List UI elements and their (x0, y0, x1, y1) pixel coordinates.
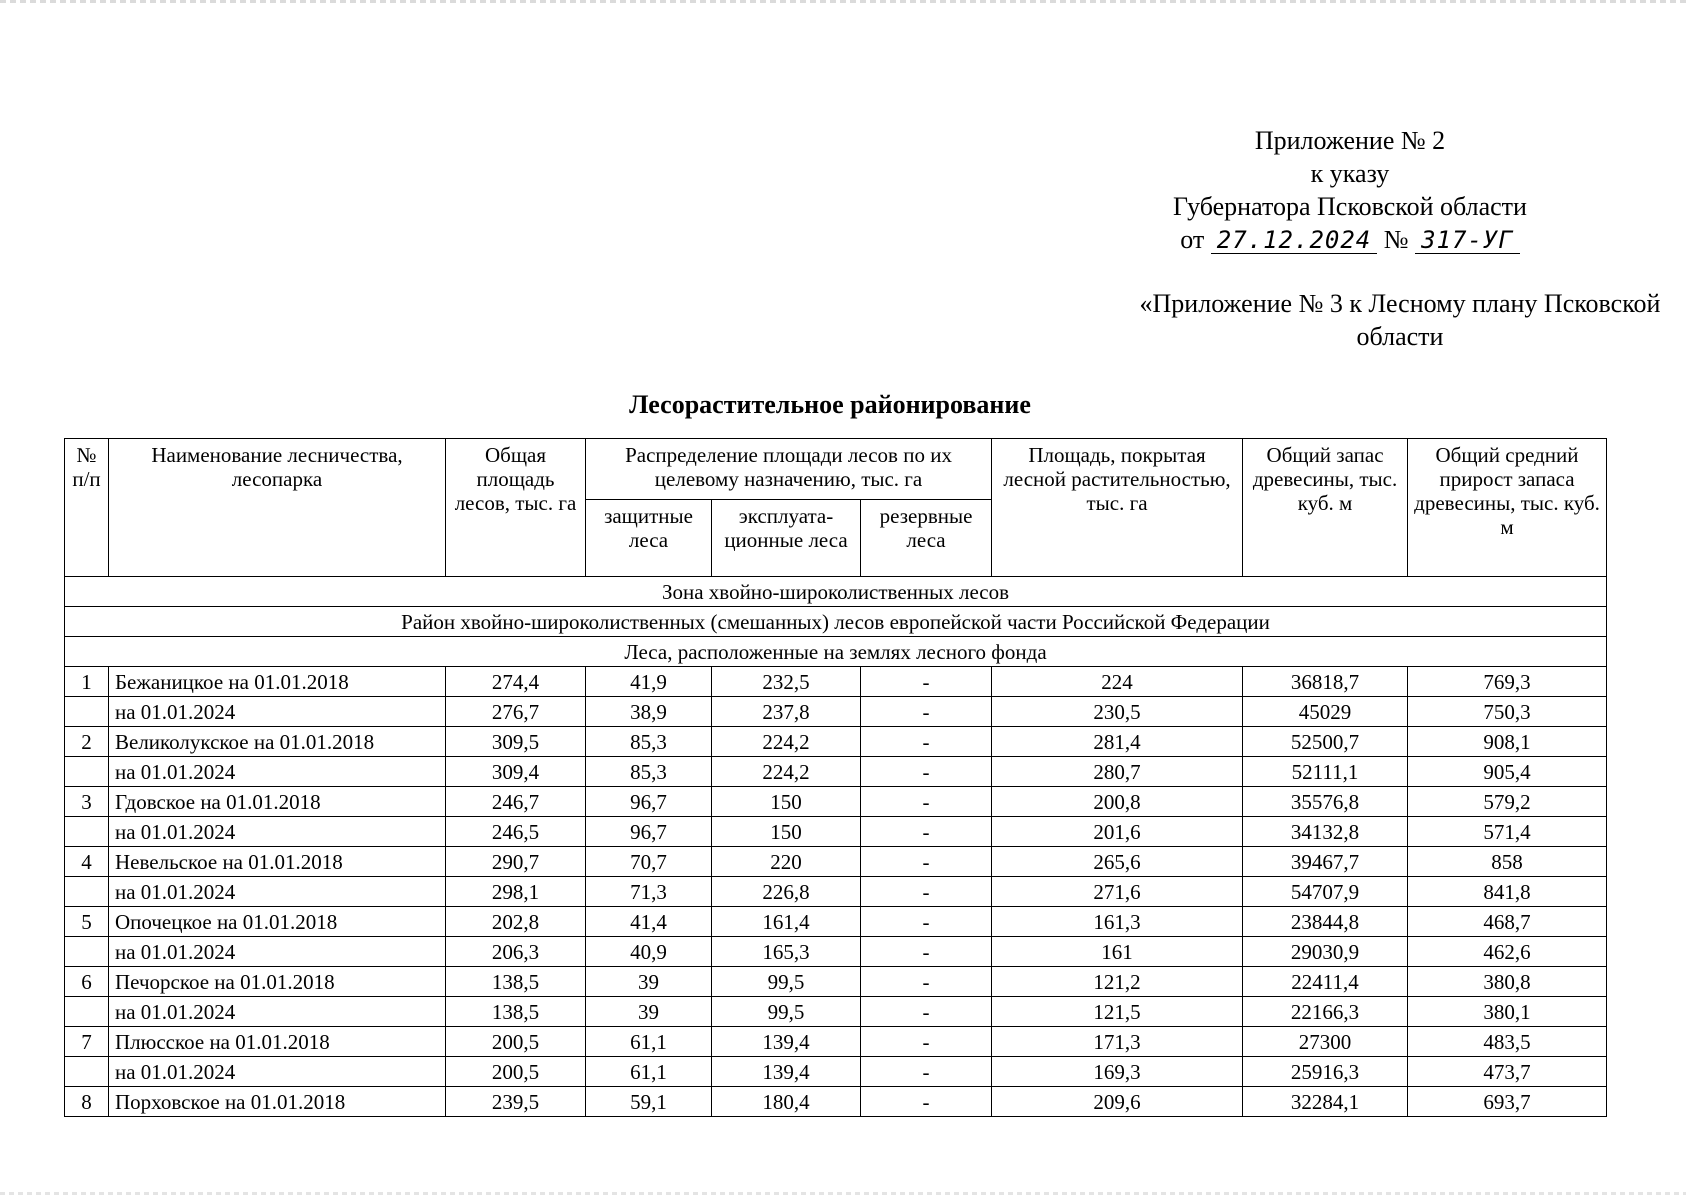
cell-num (65, 997, 109, 1027)
table-row (65, 757, 1607, 787)
cell-protective: 85,3 (586, 727, 712, 757)
cell-num (65, 757, 109, 787)
cell-exploitation: 150 (712, 787, 861, 817)
date-prefix: от (1180, 225, 1205, 254)
cell-num: 2 (65, 727, 109, 757)
cell-avg-growth: 468,7 (1408, 907, 1607, 937)
cell-reserve: - (861, 667, 992, 697)
cell-reserve: - (861, 817, 992, 847)
inner-appendix-line-2: к Лесному плану Псковской области (1349, 289, 1661, 351)
table-row (65, 1057, 1607, 1087)
cell-covered-area: 121,2 (992, 967, 1243, 997)
cell-reserve: - (861, 907, 992, 937)
table-row (65, 997, 1607, 1027)
cell-protective: 59,1 (586, 1087, 712, 1117)
cell-covered-area: 271,6 (992, 877, 1243, 907)
cell-num: 8 (65, 1087, 109, 1117)
cell-name: Гдовское на 01.01.2018 (109, 787, 446, 817)
header-covered-area: Площадь, покрытая лесной растительностью, тыс. га (992, 439, 1243, 577)
cell-protective: 96,7 (586, 787, 712, 817)
cell-total-area: 138,5 (446, 997, 586, 1027)
cell-name: Опочецкое на 01.01.2018 (109, 907, 446, 937)
cell-avg-growth: 483,5 (1408, 1027, 1607, 1057)
cell-avg-growth: 858 (1408, 847, 1607, 877)
cell-wood-stock: 22411,4 (1243, 967, 1408, 997)
appendix-date-line (1100, 223, 1600, 256)
cell-exploitation: 99,5 (712, 997, 861, 1027)
cell-num: 1 (65, 667, 109, 697)
table-row (65, 817, 1607, 847)
cell-exploitation: 224,2 (712, 727, 861, 757)
cell-wood-stock: 25916,3 (1243, 1057, 1408, 1087)
cell-avg-growth: 905,4 (1408, 757, 1607, 787)
cell-wood-stock: 29030,9 (1243, 937, 1408, 967)
cell-name: Великолукское на 01.01.2018 (109, 727, 446, 757)
cell-reserve: - (861, 757, 992, 787)
table-row (65, 1027, 1607, 1057)
cell-exploitation: 139,4 (712, 1027, 861, 1057)
document-title: Лесорастительное районирование (629, 390, 1031, 419)
cell-protective: 39 (586, 997, 712, 1027)
cell-protective: 41,4 (586, 907, 712, 937)
cell-covered-area: 161 (992, 937, 1243, 967)
cell-name: Плюсское на 01.01.2018 (109, 1027, 446, 1057)
cell-total-area: 206,3 (446, 937, 586, 967)
cell-exploitation: 165,3 (712, 937, 861, 967)
inner-appendix-header (1100, 287, 1686, 353)
cell-total-area: 239,5 (446, 1087, 586, 1117)
header-total-area: Общая площадь лесов, тыс. га (446, 439, 586, 577)
cell-total-area: 276,7 (446, 697, 586, 727)
cell-name: на 01.01.2024 (109, 937, 446, 967)
cell-avg-growth: 693,7 (1408, 1087, 1607, 1117)
cell-exploitation: 99,5 (712, 967, 861, 997)
cell-reserve: - (861, 1087, 992, 1117)
cell-name: Невельское на 01.01.2018 (109, 847, 446, 877)
table-row (65, 847, 1607, 877)
header-name: Наименование лесничества, лесопарка (109, 439, 446, 577)
cell-total-area: 200,5 (446, 1057, 586, 1087)
cell-total-area: 138,5 (446, 967, 586, 997)
cell-name: Печорское на 01.01.2018 (109, 967, 446, 997)
table-row (65, 727, 1607, 757)
cell-avg-growth: 841,8 (1408, 877, 1607, 907)
header-num: № п/п (65, 439, 109, 577)
cell-wood-stock: 36818,7 (1243, 667, 1408, 697)
cell-exploitation: 180,4 (712, 1087, 861, 1117)
cell-avg-growth: 571,4 (1408, 817, 1607, 847)
cell-covered-area: 169,3 (992, 1057, 1243, 1087)
cell-exploitation: 224,2 (712, 757, 861, 787)
scan-edge-bottom (0, 1192, 1686, 1195)
cell-wood-stock: 54707,9 (1243, 877, 1408, 907)
header-exploitation: эксплуата-ционные леса (712, 500, 861, 577)
cell-reserve: - (861, 997, 992, 1027)
cell-protective: 40,9 (586, 937, 712, 967)
cell-name: Бежаницкое на 01.01.2018 (109, 667, 446, 697)
cell-covered-area: 230,5 (992, 697, 1243, 727)
cell-wood-stock: 23844,8 (1243, 907, 1408, 937)
cell-reserve: - (861, 697, 992, 727)
cell-total-area: 200,5 (446, 1027, 586, 1057)
cell-num (65, 877, 109, 907)
cell-reserve: - (861, 877, 992, 907)
cell-exploitation: 237,8 (712, 697, 861, 727)
cell-avg-growth: 380,8 (1408, 967, 1607, 997)
cell-protective: 39 (586, 967, 712, 997)
cell-name: на 01.01.2024 (109, 817, 446, 847)
cell-reserve: - (861, 937, 992, 967)
cell-wood-stock: 27300 (1243, 1027, 1408, 1057)
cell-num (65, 697, 109, 727)
table-row (65, 697, 1607, 727)
cell-name: на 01.01.2024 (109, 877, 446, 907)
table-row (65, 667, 1607, 697)
section-district: Район хвойно-широколиственных (смешанных) лесов европейской части Российской Федерации (65, 607, 1607, 637)
cell-wood-stock: 32284,1 (1243, 1087, 1408, 1117)
cell-avg-growth: 579,2 (1408, 787, 1607, 817)
cell-avg-growth: 462,6 (1408, 937, 1607, 967)
handwritten-date: 27.12.2024 (1211, 227, 1378, 254)
number-sign: № (1383, 225, 1409, 254)
table-row (65, 967, 1607, 997)
cell-reserve: - (861, 727, 992, 757)
cell-protective: 38,9 (586, 697, 712, 727)
cell-total-area: 290,7 (446, 847, 586, 877)
cell-covered-area: 121,5 (992, 997, 1243, 1027)
cell-covered-area: 224 (992, 667, 1243, 697)
section-zone: Зона хвойно-широколиственных лесов (65, 577, 1607, 607)
section-land-type: Леса, расположенные на землях лесного фонда (65, 637, 1607, 667)
cell-name: на 01.01.2024 (109, 1057, 446, 1087)
appendix-header (1100, 124, 1600, 256)
cell-wood-stock: 34132,8 (1243, 817, 1408, 847)
table-row (65, 907, 1607, 937)
table-row (65, 937, 1607, 967)
cell-total-area: 309,4 (446, 757, 586, 787)
cell-wood-stock: 52500,7 (1243, 727, 1408, 757)
cell-num (65, 817, 109, 847)
cell-reserve: - (861, 847, 992, 877)
handwritten-number: 317-УГ (1415, 227, 1520, 254)
cell-wood-stock: 45029 (1243, 697, 1408, 727)
cell-exploitation: 226,8 (712, 877, 861, 907)
cell-total-area: 274,4 (446, 667, 586, 697)
inner-appendix-line-1: «Приложение № 3 (1139, 289, 1343, 318)
cell-total-area: 246,5 (446, 817, 586, 847)
header-distribution: Распределение площади лесов по их целевому назначению, тыс. га (586, 439, 992, 500)
cell-covered-area: 265,6 (992, 847, 1243, 877)
table-row (65, 787, 1607, 817)
cell-num (65, 937, 109, 967)
cell-wood-stock: 35576,8 (1243, 787, 1408, 817)
header-protective: защитные леса (586, 500, 712, 577)
cell-exploitation: 150 (712, 817, 861, 847)
cell-num: 3 (65, 787, 109, 817)
cell-exploitation: 139,4 (712, 1057, 861, 1087)
cell-avg-growth: 473,7 (1408, 1057, 1607, 1087)
cell-wood-stock: 52111,1 (1243, 757, 1408, 787)
cell-protective: 41,9 (586, 667, 712, 697)
cell-name: на 01.01.2024 (109, 997, 446, 1027)
cell-avg-growth: 769,3 (1408, 667, 1607, 697)
cell-exploitation: 232,5 (712, 667, 861, 697)
header-avg-growth: Общий средний прирост запаса древесины, тыс. куб. м (1408, 439, 1607, 577)
table-row (65, 1087, 1607, 1117)
forest-zoning-table (64, 438, 1607, 1117)
cell-covered-area: 281,4 (992, 727, 1243, 757)
cell-wood-stock: 22166,3 (1243, 997, 1408, 1027)
cell-reserve: - (861, 1057, 992, 1087)
cell-total-area: 309,5 (446, 727, 586, 757)
appendix-line-3: Губернатора Псковской области (1173, 192, 1527, 221)
cell-total-area: 202,8 (446, 907, 586, 937)
cell-total-area: 246,7 (446, 787, 586, 817)
cell-name: Порховское на 01.01.2018 (109, 1087, 446, 1117)
table-row (65, 877, 1607, 907)
header-reserve: резервные леса (861, 500, 992, 577)
cell-name: на 01.01.2024 (109, 697, 446, 727)
cell-name: на 01.01.2024 (109, 757, 446, 787)
cell-covered-area: 201,6 (992, 817, 1243, 847)
header-wood-stock: Общий запас древесины, тыс. куб. м (1243, 439, 1408, 577)
scan-edge-top (0, 0, 1686, 3)
cell-covered-area: 200,8 (992, 787, 1243, 817)
appendix-line-2: к указу (1310, 159, 1390, 188)
cell-protective: 61,1 (586, 1057, 712, 1087)
cell-wood-stock: 39467,7 (1243, 847, 1408, 877)
cell-num: 6 (65, 967, 109, 997)
cell-num: 5 (65, 907, 109, 937)
cell-avg-growth: 908,1 (1408, 727, 1607, 757)
cell-protective: 85,3 (586, 757, 712, 787)
cell-total-area: 298,1 (446, 877, 586, 907)
cell-covered-area: 209,6 (992, 1087, 1243, 1117)
cell-num: 7 (65, 1027, 109, 1057)
cell-avg-growth: 750,3 (1408, 697, 1607, 727)
cell-covered-area: 171,3 (992, 1027, 1243, 1057)
cell-protective: 61,1 (586, 1027, 712, 1057)
appendix-line-1: Приложение № 2 (1254, 126, 1446, 155)
cell-protective: 70,7 (586, 847, 712, 877)
cell-num: 4 (65, 847, 109, 877)
cell-protective: 96,7 (586, 817, 712, 847)
cell-covered-area: 280,7 (992, 757, 1243, 787)
cell-reserve: - (861, 787, 992, 817)
cell-protective: 71,3 (586, 877, 712, 907)
cell-exploitation: 161,4 (712, 907, 861, 937)
cell-covered-area: 161,3 (992, 907, 1243, 937)
cell-num (65, 1057, 109, 1087)
cell-reserve: - (861, 1027, 992, 1057)
cell-exploitation: 220 (712, 847, 861, 877)
cell-reserve: - (861, 967, 992, 997)
cell-avg-growth: 380,1 (1408, 997, 1607, 1027)
